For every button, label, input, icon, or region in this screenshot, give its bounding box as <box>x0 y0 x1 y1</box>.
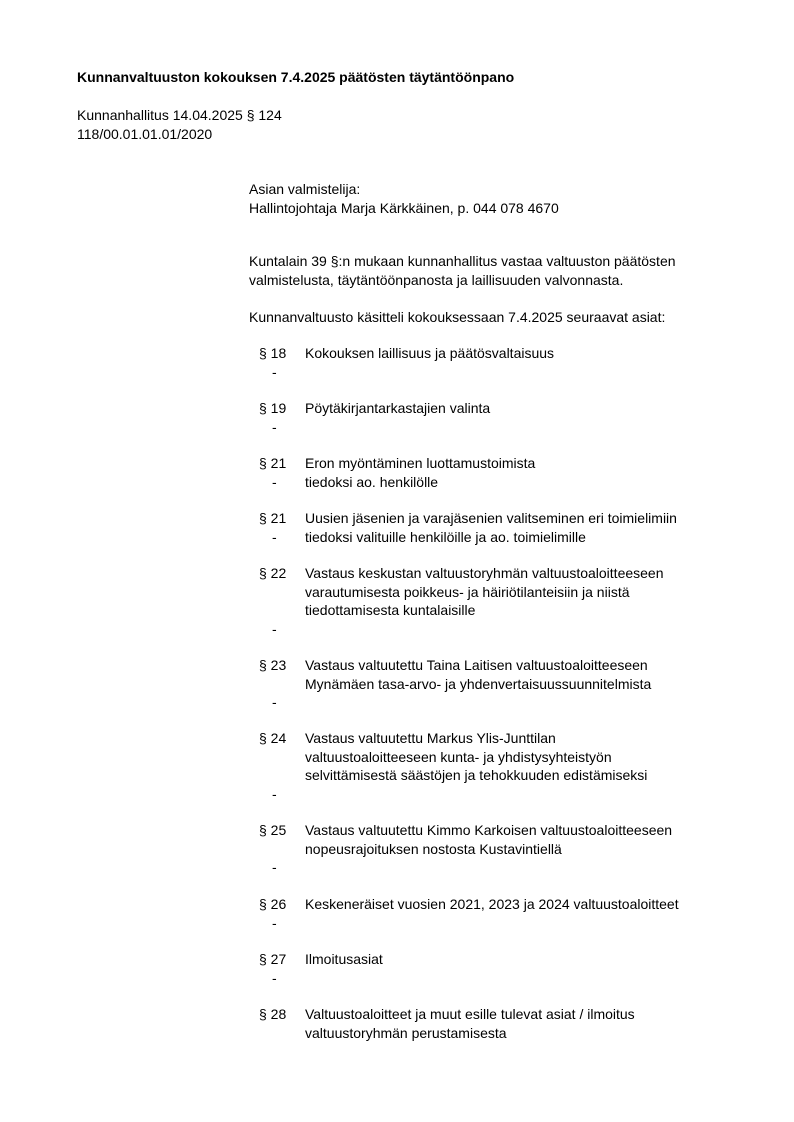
section-number: § 19 <box>259 400 287 416</box>
decision-dash: - <box>272 785 277 802</box>
item-title <box>305 729 647 785</box>
item-title <box>305 454 535 473</box>
decision-note: tiedoksi valituille henkilöille ja ao. toimielimille <box>305 528 586 545</box>
item-title-line: Eron myöntäminen luottamustoimista <box>305 455 536 471</box>
section-number: § 23 <box>259 657 287 673</box>
item-title <box>305 821 672 858</box>
preparer-value: Hallintojohtaja Marja Kärkkäinen, p. 044 078 4670 <box>249 199 559 216</box>
item-title <box>305 399 490 418</box>
item-title-line: Ilmoitusasiat <box>305 951 383 967</box>
decision-dash: - <box>272 418 277 435</box>
decision-dash: - <box>272 969 277 986</box>
decision-dash: - <box>272 859 277 875</box>
lead-paragraph <box>249 308 665 327</box>
intro-line: Kuntalain 39 §:n mukaan kunnanhallitus vastaa valtuuston päätösten <box>249 253 676 269</box>
item-title <box>305 1005 635 1042</box>
section-number: § 28 <box>259 1006 287 1022</box>
item-title-line: Kokouksen laillisuus ja päätösvaltaisuus <box>305 345 555 361</box>
document-meta <box>77 106 282 143</box>
decision-dash: - <box>272 363 277 380</box>
decision-dash: - <box>272 694 277 710</box>
item-title <box>305 950 383 969</box>
section-number: § 18 <box>259 345 287 361</box>
intro-paragraph <box>249 252 676 289</box>
item-title <box>305 656 651 693</box>
item-title-line: Uusien jäsenien ja varajäsenien valitseminen eri toimielimiin <box>305 510 677 526</box>
decision-note: tiedoksi ao. henkilölle <box>305 473 439 490</box>
decision-dash: - <box>272 473 277 490</box>
item-title <box>305 895 679 914</box>
item-title <box>305 509 677 528</box>
item-title-line: Vastaus valtuutettu Markus Ylis-Junttilan <box>305 730 556 746</box>
section-number: § 26 <box>259 896 287 912</box>
item-title-line: Vastaus keskustan valtuustoryhmän valtuustoaloitteeseen <box>305 565 664 581</box>
section-number: § 27 <box>259 951 287 967</box>
section-number: § 21 <box>259 455 287 471</box>
decision-dash: - <box>272 528 277 545</box>
item-title-line: nopeusrajoituksen nostosta Kustavintiellä <box>305 840 562 857</box>
item-title-line: tiedottamisesta kuntalaisille <box>305 602 476 618</box>
section-number: § 24 <box>259 730 287 746</box>
item-title-line: Pöytäkirjantarkastajien valinta <box>305 400 491 416</box>
diary-number: 118/00.01.01.01/2020 <box>77 125 213 142</box>
decision-dash: - <box>272 620 277 637</box>
preparer-label: Asian valmistelija: <box>249 181 361 197</box>
document-title: Kunnanvaltuuston kokouksen 7.4.2025 päätösten täytäntöönpano <box>77 69 515 85</box>
item-title-line: Vastaus valtuutettu Kimmo Karkoisen valtuustoaloitteeseen <box>305 822 673 838</box>
section-number: § 25 <box>259 822 287 838</box>
section-number: § 21 <box>259 510 287 526</box>
intro-line: valmistelusta, täytäntöönpanosta ja laillisuuden valvonnasta. <box>249 271 624 288</box>
item-title <box>305 564 664 620</box>
item-title-line: Mynämäen tasa-arvo- ja yhdenvertaisuussuunnitelmista <box>305 675 652 692</box>
lead-text: Kunnanvaltuusto käsitteli kokouksessaan 7.4.2025 seuraavat asiat: <box>249 309 666 325</box>
item-title <box>305 344 554 363</box>
preparer-block <box>249 180 559 217</box>
item-title-line: varautumisesta poikkeus- ja häiriötilanteisiin ja niistä <box>305 583 630 600</box>
section-number: § 22 <box>259 565 287 581</box>
item-title-line: Vastaus valtuutettu Taina Laitisen valtuustoaloitteeseen <box>305 657 648 673</box>
item-title-line: valtuustoryhmän perustamisesta <box>305 1024 507 1041</box>
item-title-line: selvittämisestä säästöjen ja tehokkuuden edistämiseksi <box>305 767 648 783</box>
meeting-reference: Kunnanhallitus 14.04.2025 § 124 <box>77 107 282 123</box>
decision-dash: - <box>272 914 277 931</box>
item-title-line: Keskeneräiset vuosien 2021, 2023 ja 2024 valtuustoaloitteet <box>305 896 679 912</box>
item-title-line: valtuustoaloitteeseen kunta- ja yhdistysyhteistyön <box>305 748 612 765</box>
item-title-line: Valtuustoaloitteet ja muut esille tulevat asiat / ilmoitus <box>305 1006 635 1022</box>
